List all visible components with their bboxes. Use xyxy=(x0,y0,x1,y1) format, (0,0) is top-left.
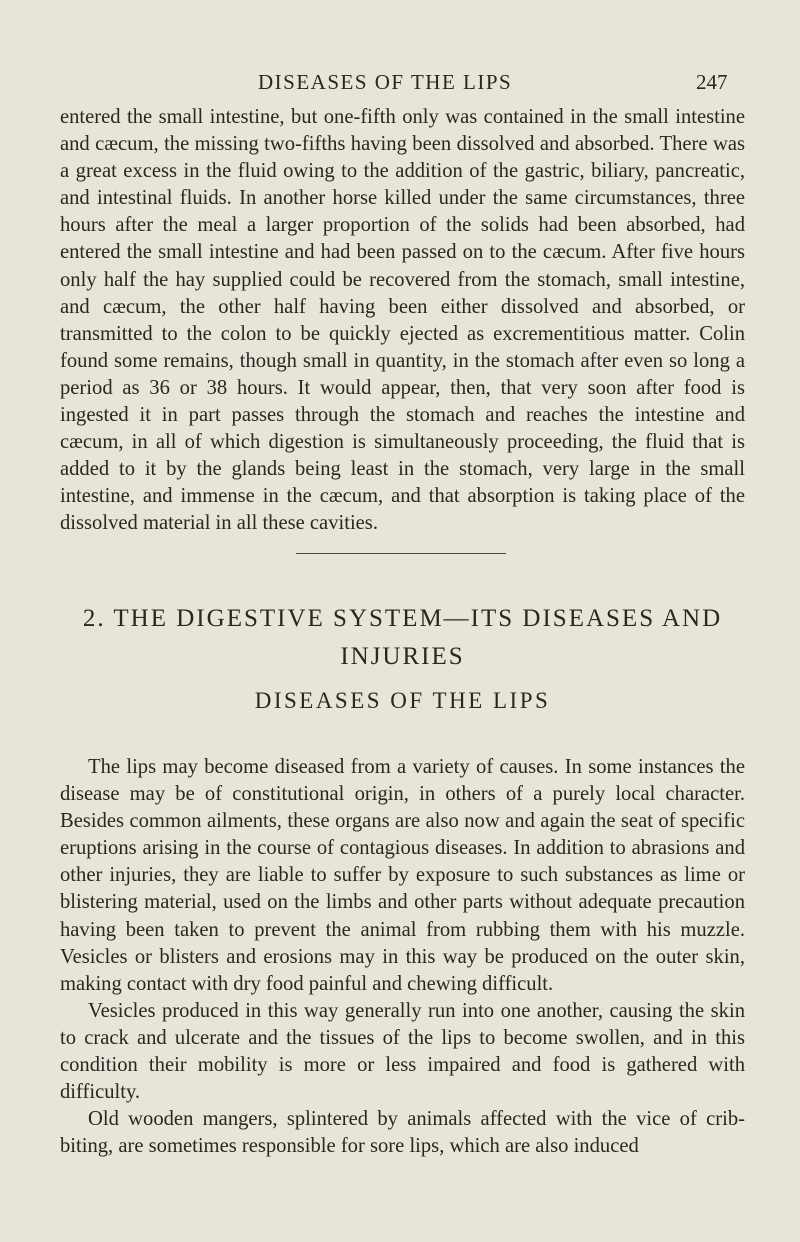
subsection-heading: DISEASES OF THE LIPS xyxy=(254,688,551,713)
running-head: DISEASES OF THE LIPS xyxy=(258,70,513,94)
paragraph: Old wooden mangers, splintered by animals affected with the vice of crib-biting, are sometimes responsible for sore lips, which are also induced xyxy=(60,1108,745,1158)
section-heading: 2. THE DIGESTIVE SYSTEM—ITS DISEASES AND INJURIES xyxy=(82,605,723,670)
section-divider-rule xyxy=(296,553,506,554)
paragraph: Vesicles produced in this way generally run into one another, causing the skin to crack and ulcerate and the tissues of the lips to become swollen, and in this condition their mobility is more or less impaired and food is gathered with difficulty. xyxy=(60,999,745,1104)
body-text-bottom xyxy=(60,754,745,1160)
page-number: 247 xyxy=(696,70,728,94)
body-text-top xyxy=(60,104,745,538)
paragraph: The lips may become diseased from a variety of causes. In some instances the disease may be of constitutional origin, in others of a purely local character. Besides common ailments, these organs are also now and again the seat of specific eruptions arising in the course of contagious diseases. In addition to abrasions and other injuries, they are liable to suffer by exposure to such substances as lime or blistering material, used on the limbs and other parts without adequate precaution having been taken to prevent the animal from rubbing them with his muzzle. Vesicles or blisters and erosions may in this way be produced on the outer skin, making contact with dry food painful and chewing difficult. xyxy=(60,756,745,995)
paragraph-continuation: entered the small intestine, but one-fifth only was contained in the small intestine and cæcum, the missing two-fifths having been dissolved and absorbed. There was a great excess in the fluid owing to the addition of the gastric, biliary, pancreatic, and intestinal fluids. In another horse killed under the same circumstances, three hours after the meal a larger proportion of the solids had been absorbed, had entered the small intestine and had been passed on to the cæcum. After five hours only half the hay supplied could be recovered from the stomach, small intestine, and cæcum, the other half having been either dissolved and absorbed, or transmitted to the colon to be quickly ejected as excrementitious matter. Colin found some remains, though small in quantity, in the stomach after even so long a period as 36 or 38 hours. It would appear, then, that very soon after food is ingested it in part passes through the stomach and reaches the intestine and cæcum, in all of which digestion is simultaneously proceeding, the fluid that is added to it by the glands being least in the stomach, very large in the small intestine, and immense in the cæcum, and that absorption is taking place of the dissolved material in all these cavities. xyxy=(60,106,745,535)
